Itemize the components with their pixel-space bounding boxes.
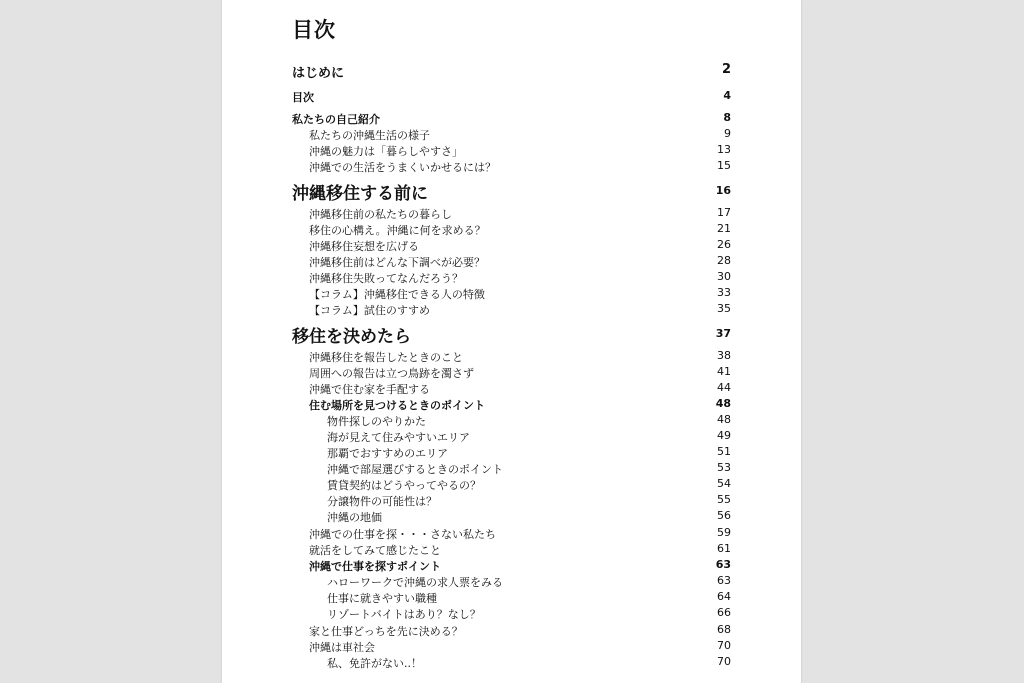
toc-entry-title: 家と仕事どっちを先に決める？ (309, 625, 463, 638)
toc-entry (222, 89, 801, 105)
toc-entry-title: 物件探しのやりかた (327, 415, 426, 428)
toc-entry (222, 429, 801, 445)
toc-entry-page-number: 15 (717, 159, 731, 172)
toc-entry-page-number: 49 (717, 429, 731, 442)
toc-entry (222, 574, 801, 590)
toc-entry (222, 238, 801, 254)
toc-entry-title: 仕事に就きやすい職種 (327, 592, 437, 605)
toc-entry-page-number: 63 (715, 558, 731, 571)
toc-entry (222, 413, 801, 429)
toc-entry-title: ハローワークで沖縄の求人票をみる (327, 576, 503, 589)
toc-entry (222, 526, 801, 542)
toc-entry (222, 606, 801, 622)
toc-entry (222, 302, 801, 318)
toc-entry-page-number: 64 (717, 590, 731, 603)
toc-entry (222, 143, 801, 159)
toc-entry-page-number: 55 (717, 493, 731, 506)
toc-entry (222, 184, 801, 204)
toc-entry (222, 397, 801, 413)
toc-entry-title: 沖縄移住妄想を広げる (309, 240, 419, 253)
toc-entry-page-number: 21 (717, 222, 731, 235)
toc-entry-page-number: 48 (717, 413, 731, 426)
toc-entry-title: 沖縄は車社会 (309, 641, 375, 654)
toc-entry (222, 623, 801, 639)
toc-entry-page-number: 41 (717, 365, 731, 378)
toc-entry (222, 445, 801, 461)
toc-entry-title: 【コラム】沖縄移住できる人の特徴 (309, 288, 485, 301)
toc-entry-page-number: 2 (721, 62, 731, 77)
toc-entry (222, 159, 801, 175)
toc-entry (222, 477, 801, 493)
toc-entry-title: 私、免許がない..！ (327, 657, 422, 670)
toc-entry (222, 381, 801, 397)
toc-entry (222, 111, 801, 127)
toc-entry-page-number: 54 (717, 477, 731, 490)
toc-entry-title: 沖縄で仕事を探すポイント (309, 560, 441, 573)
toc-entry-page-number: 4 (723, 89, 731, 102)
toc-entry-title: 海が見えて住みやすいエリア (327, 431, 470, 444)
toc-entry-page-number: 48 (715, 397, 731, 410)
toc-entry (222, 127, 801, 143)
toc-entry-title: 那覇でおすすめのエリア (327, 447, 449, 460)
toc-entry-page-number: 8 (723, 111, 731, 124)
toc-entry-title: 沖縄での生活をうまくいかせるには？ (309, 161, 496, 174)
toc-entry (222, 64, 801, 80)
toc-entry-page-number: 51 (717, 445, 731, 458)
toc-entry (222, 254, 801, 270)
toc-entry-page-number: 30 (717, 270, 731, 283)
toc-entry-page-number: 70 (717, 655, 731, 668)
toc-entry-title: 住む場所を見つけるときのポイント (309, 399, 485, 412)
toc-entry-page-number: 53 (717, 461, 731, 474)
toc-entry (222, 493, 801, 509)
toc-entry-title: 沖縄で部屋選びするときのポイント (327, 463, 503, 476)
toc-entry (222, 509, 801, 525)
toc-entry (222, 542, 801, 558)
toc-entry (222, 327, 801, 347)
toc-entry-page-number: 66 (717, 606, 731, 619)
toc-entry-title: 沖縄の魅力は「暮らしやすさ」 (309, 145, 463, 158)
toc-entry (222, 461, 801, 477)
toc-entry-page-number: 59 (717, 526, 731, 539)
toc-entry-title: 就活をしてみて感じたこと (309, 544, 441, 557)
toc-entry (222, 590, 801, 606)
toc-entry-title: リゾートバイトはあり？なし？ (327, 608, 481, 621)
toc-entry (222, 558, 801, 574)
toc-entry-title: 移住の心構え。沖縄に何を求める？ (309, 224, 486, 237)
toc-entry (222, 655, 801, 671)
toc-entry-title: 沖縄で住む家を手配する (309, 383, 430, 396)
toc-entry-title: はじめに (292, 66, 345, 81)
toc-entry-page-number: 70 (717, 639, 731, 652)
toc-entry-title: 沖縄移住前はどんな下調べが必要？ (309, 256, 485, 269)
toc-entry-page-number: 37 (715, 327, 731, 340)
toc-entry-title: 【コラム】試住のすすめ (309, 304, 430, 317)
toc-entry-title: 沖縄での仕事を探・・・さない私たち (309, 528, 496, 541)
toc-entry-page-number: 63 (717, 574, 731, 587)
toc-entry (222, 365, 801, 381)
toc-entry-title: 沖縄移住失敗ってなんだろう？ (309, 272, 463, 285)
toc-entry-title: 分譲物件の可能性は？ (327, 495, 437, 508)
document-page (222, 0, 801, 683)
toc-entry-title: 目次 (292, 91, 314, 104)
toc-entry-page-number: 17 (717, 206, 731, 219)
toc-entry (222, 206, 801, 222)
toc-entry-title: 沖縄移住する前に (292, 184, 428, 204)
toc-entry-page-number: 26 (717, 238, 731, 251)
toc-entry-title: 私たちの沖縄生活の様子 (309, 129, 430, 142)
toc-entry-title: 賃貸契約はどうやってやるの？ (327, 479, 481, 492)
toc-entry-title: 周囲への報告は立つ鳥跡を濁さず (309, 367, 474, 380)
toc-entry-page-number: 61 (717, 542, 731, 555)
toc-entry-page-number: 56 (717, 509, 731, 522)
toc-entry-page-number: 16 (715, 184, 731, 197)
toc-entry-page-number: 13 (717, 143, 731, 156)
toc-entry-page-number: 33 (717, 286, 731, 299)
toc-entry (222, 286, 801, 302)
toc-entry-title: 私たちの自己紹介 (292, 113, 380, 126)
toc-entry (222, 270, 801, 286)
toc-entry-title: 沖縄の地価 (327, 511, 382, 524)
toc-entry-title: 沖縄移住を報告したときのこと (309, 351, 463, 364)
toc-entry-page-number: 44 (717, 381, 731, 394)
toc-entry (222, 639, 801, 655)
toc-entry-page-number: 9 (724, 127, 731, 140)
page-title: 目次 (292, 18, 336, 42)
toc-entry-page-number: 38 (717, 349, 731, 362)
toc-entry (222, 222, 801, 238)
toc-entry-page-number: 28 (717, 254, 731, 267)
toc-entry-page-number: 68 (717, 623, 731, 636)
toc-entry-page-number: 35 (717, 302, 731, 315)
toc-entry (222, 349, 801, 365)
toc-entry-title: 移住を決めたら (292, 327, 411, 347)
toc-entry-title: 沖縄移住前の私たちの暮らし (309, 208, 452, 221)
